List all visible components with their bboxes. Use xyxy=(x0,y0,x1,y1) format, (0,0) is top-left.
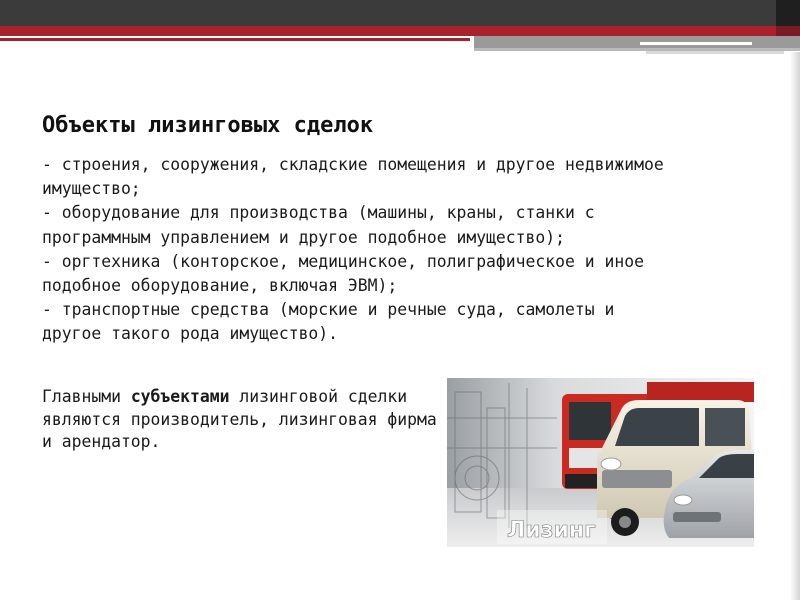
header-band-red xyxy=(0,26,800,36)
header-band-thin xyxy=(0,38,470,41)
header-band-dark xyxy=(0,0,800,26)
slide-edge-shadow xyxy=(790,52,800,600)
list-item: - оборудование для производства (машины, краны, станки с программным управлением и другое подобное имущество); xyxy=(42,203,595,247)
list-item: - транспортные средства (морские и речные суда, самолеты и другое такого рода имущество). xyxy=(42,300,615,344)
subjects-text-start: Главными xyxy=(42,387,131,406)
image-caption: Лизинг xyxy=(507,518,596,543)
subjects-bold-term: субъектами xyxy=(130,387,230,406)
list-item: - строения, сооружения, складские помещения и другое недвижимое имущество; xyxy=(42,155,664,199)
subjects-text-end: лизинговой сделки являются производитель, лизинговая фирма и арендатор. xyxy=(42,387,437,451)
leasing-vehicles-illustration xyxy=(447,378,754,547)
objects-list xyxy=(42,153,682,347)
subjects-paragraph xyxy=(42,386,452,454)
header-band-highlight-lower xyxy=(646,51,784,54)
leasing-picture xyxy=(447,378,754,547)
header-band-highlight xyxy=(640,42,752,45)
header-band-corner-red xyxy=(776,26,800,36)
list-item: - оргтехника (конторское, медицинское, полиграфическое и иное подобное оборудование, включая ЭВМ); xyxy=(42,251,644,296)
slide-title: Объекты лизинговых сделок xyxy=(42,113,374,138)
